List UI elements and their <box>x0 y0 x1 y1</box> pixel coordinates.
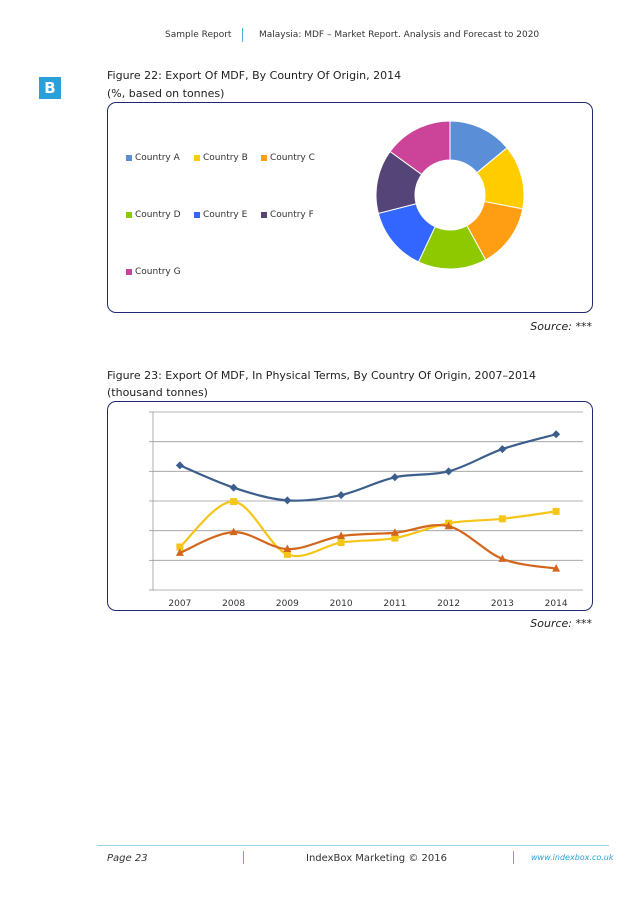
figure23-source <box>530 617 592 630</box>
legend-label: Country D <box>135 210 181 220</box>
figure22-source <box>530 320 592 333</box>
data-point-diamond <box>337 491 345 499</box>
footer-copyright: IndexBox Marketing © 2016 <box>306 853 447 864</box>
footer-divider-right <box>513 851 514 864</box>
series-line-2 <box>180 502 556 557</box>
data-point-square <box>553 508 560 515</box>
data-point-square <box>499 515 506 522</box>
legend-label: Country B <box>203 153 248 163</box>
x-tick-label: 2007 <box>168 599 192 609</box>
figure23-source-value: *** <box>575 617 592 630</box>
brand-logo: B <box>39 77 61 99</box>
data-point-diamond <box>552 430 560 438</box>
data-point-square <box>230 498 237 505</box>
legend-label: Country G <box>135 267 181 277</box>
figure22-chart-frame <box>107 102 593 313</box>
legend-label: Country F <box>270 210 314 220</box>
figure22-source-value: *** <box>575 320 592 333</box>
figure22-donut-chart <box>108 103 592 312</box>
data-point-diamond <box>176 461 184 469</box>
legend-label: Country A <box>135 153 180 163</box>
series-line-1 <box>180 434 556 500</box>
series-line-3 <box>180 525 556 569</box>
figure23-chart-frame <box>107 401 593 611</box>
header-report-type: Sample Report <box>165 30 232 40</box>
header-report-title: Malaysia: MDF – Market Report. Analysis and Forecast to 2020 <box>259 30 540 40</box>
figure23-title: Figure 23: Export Of MDF, In Physical Terms, By Country Of Origin, 2007–2014 <box>107 369 536 382</box>
data-point-diamond <box>283 496 291 504</box>
figure22-subtitle: (%, based on tonnes) <box>107 87 225 100</box>
figure22-title: Figure 22: Export Of MDF, By Country Of Origin, 2014 <box>107 69 402 82</box>
data-point-diamond <box>445 467 453 475</box>
figure23-source-label: Source: <box>530 617 572 630</box>
figure23-line-chart <box>108 402 592 610</box>
data-point-diamond <box>391 473 399 481</box>
x-tick-label: 2014 <box>544 599 568 609</box>
x-tick-label: 2009 <box>275 599 299 609</box>
figure22-source-label: Source: <box>530 320 572 333</box>
data-point-square <box>338 539 345 546</box>
x-tick-label: 2011 <box>383 599 407 609</box>
footer-website-link[interactable]: www.indexbox.co.uk <box>531 853 614 862</box>
data-point-diamond <box>230 484 238 492</box>
legend-label: Country E <box>203 210 248 220</box>
data-point-diamond <box>498 445 506 453</box>
figure23-subtitle: (thousand tonnes) <box>107 386 208 399</box>
legend-label: Country C <box>270 153 315 163</box>
header-divider <box>242 28 243 42</box>
x-tick-label: 2013 <box>490 599 514 609</box>
x-tick-label: 2008 <box>222 599 246 609</box>
x-tick-label: 2010 <box>329 599 353 609</box>
footer-rule <box>97 845 609 846</box>
footer-page-number: Page 23 <box>107 853 148 864</box>
x-tick-label: 2012 <box>437 599 461 609</box>
footer-divider-left <box>243 851 244 864</box>
